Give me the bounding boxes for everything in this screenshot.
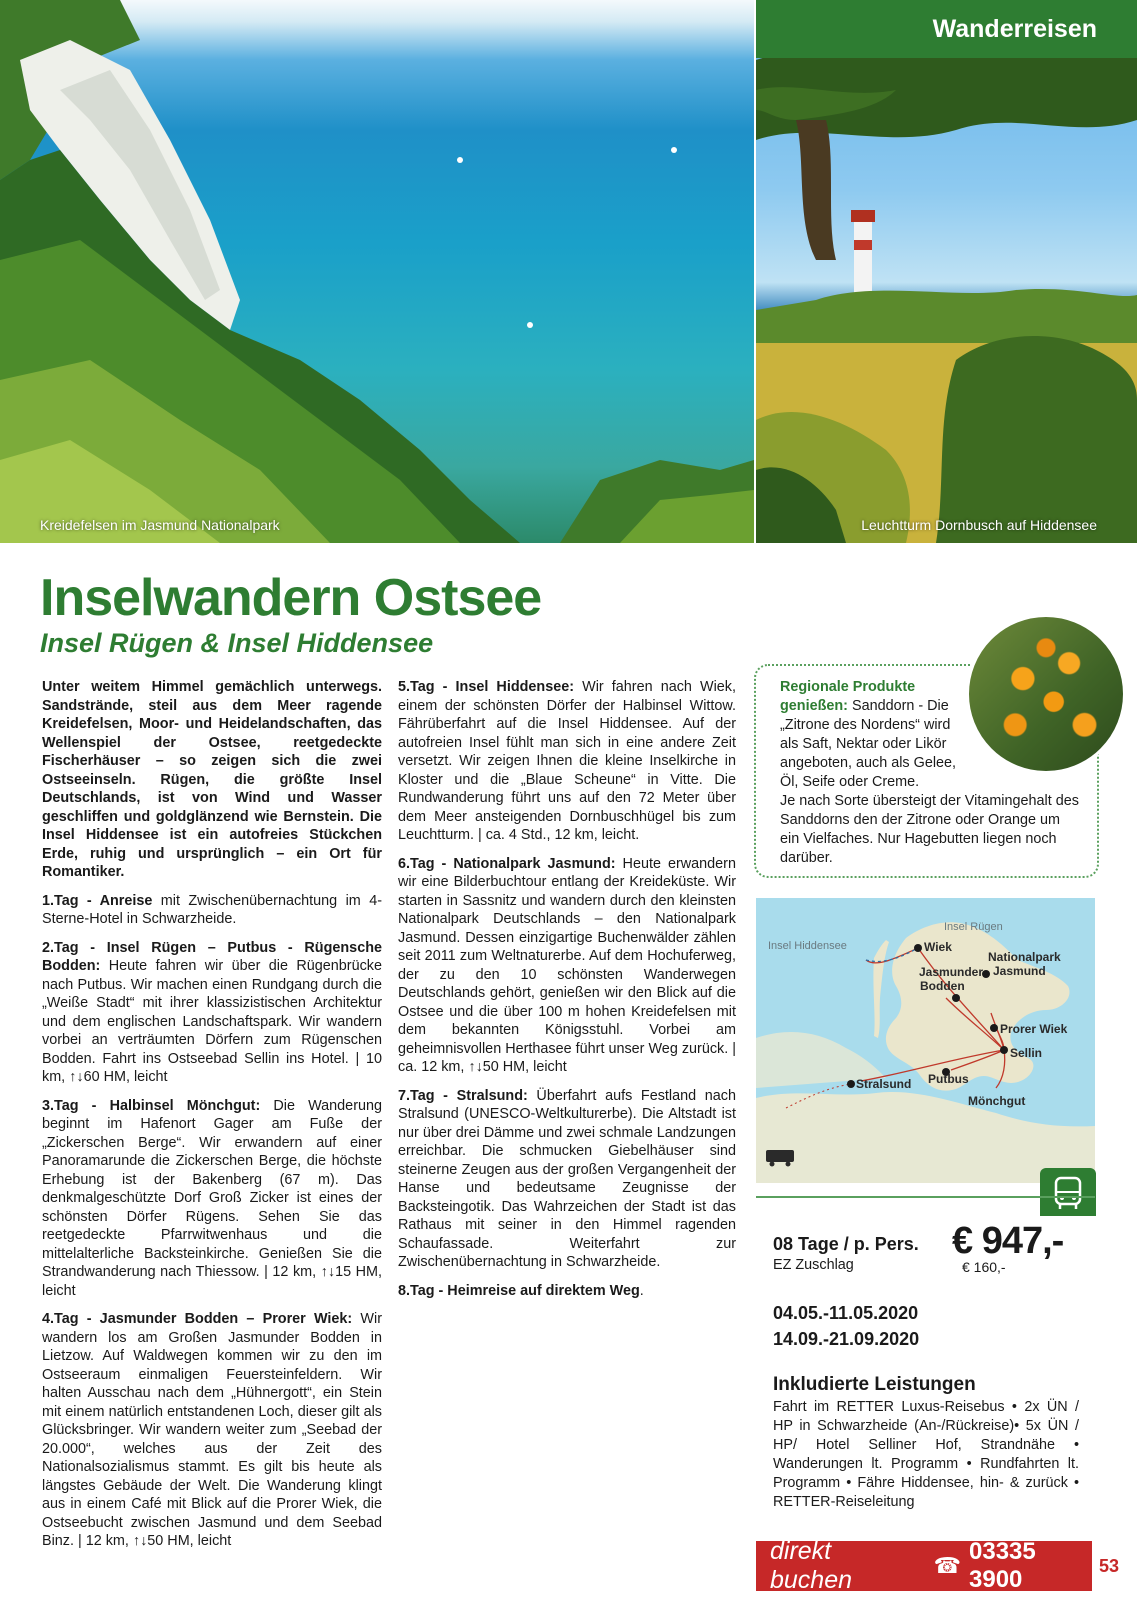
booking-bar[interactable] (756, 1537, 1092, 1594)
day-text: Heute fahren wir über die Rügenbrücke nach Putbus. Wir machen einen Rundgang durch die „Weiße Stadt“ mit ihrer klassizistischen Architektur und dem englischen Landschaftspark. Wir wandern vorbei an verträumten Dörfern zum Rügenschen Bodden. Fahrt ins Ostseebad Sellin ins Hotel. | 10 km, ↑↓60 HM, leicht (42, 958, 382, 1085)
map-label-jasmund: Jasmund (993, 964, 1046, 978)
page-title: Inselwandern Ostsee (40, 569, 542, 627)
category-label: Wanderreisen (932, 14, 1097, 43)
day-heading: 2.Tag - Insel Rügen – Putbus - Rügensche Bodden: (42, 939, 382, 974)
day-text: Die Wanderung beginnt im Hafenort Gager am Fuße der „Zickerschen Berge“. Wir erwandern auf einer Panoramarunde die Zickerschen Berge, die höchste Erhebung ist der Bakenberg (67 m). Das denkmalgeschützte Dorf Groß Zicker ist eines der schönsten Dörfer Rügens. Sehen Sie das reetgedeckte Pfarrwitwenhaus und die mittelalterliche Backsteinkirche. Genießen Sie die Strandwanderung nach Thiessow. | 12 km, ↑↓15 HM, leicht (42, 1097, 382, 1299)
regional-text-1: Sanddorn - Die „Zitrone des Nordens“ wird als Saft, Nektar oder Likör angeboten, auch als Gelee, Öl, Seife oder Creme. (780, 698, 957, 790)
included-heading: Inkludierte Leistungen (773, 1374, 976, 1395)
intro-paragraph: Unter weitem Himmel gemächlich unterwegs. Sandstrände, steil aus dem Meer ragende Kreidefelsen, Moor- und Heidelandschaften, das Wellenspiel der Ostsee, reetgedeckte Fischerhäuser – so zeigen sich die zwei Ostseeinseln. Rügen, die größte Insel Deutschlands, ist von Wind und Wasser geschliffen und goldglänzend wie Bernstein. Die Insel Hiddensee ist ein autofreies Stückchen Erde, ruhig und ursprünglich – ein Ort für Romantiker. (42, 679, 382, 880)
category-tag (756, 0, 1137, 58)
included-text: Fahrt im RETTER Luxus-Reisebus • 2x ÜN / HP in Schwarzheide (An-/Rückreise)• 5x ÜN / HP/ Hotel Selliner Hof, Strandnähe • Wanderungen lt. Programm • Rundfahrten lt. Programm • Fähre Hiddensee, hin- & zurück • RETTER-Reiseleitung (773, 1399, 1079, 1510)
travel-dates (773, 1300, 919, 1352)
price-amount: € 947,- (952, 1220, 1064, 1262)
map-label-putbus: Putbus (928, 1072, 969, 1086)
day-heading: 5.Tag - Insel Hiddensee: (398, 679, 574, 695)
day-heading: 1.Tag - Anreise (42, 892, 153, 909)
day-3 (42, 1097, 382, 1301)
photo-caption-left: Kreidefelsen im Jasmund Nationalpark (40, 517, 280, 533)
page-number: 53 (1099, 1556, 1120, 1576)
travel-date: 04.05.-11.05.2020 (773, 1303, 919, 1323)
day-text: Wir fahren nach Wiek, einem der schönsten Dörfer der Halbinsel Wittow. Fährüberfahrt auf die Insel Hiddensee. Auf der autofreien Insel fühlt man sich in eine andere Zeit versetzt. Wir zeigen Ihnen die kleine Inselkirche in Kloster und die „Blaue Scheune“ in Vitte. Die Rundwanderung führt uns auf den 72 Meter über dem Meer ansteigenden Dornbuschhügel bis zum Leuchtturm. | ca. 4 Std., 12 km, leicht. (398, 679, 736, 843)
map-label-moenchgut: Mönchgut (968, 1094, 1026, 1108)
phone-number[interactable]: 03335 3900 (969, 1538, 1036, 1593)
trip-duration: 08 Tage / p. Pers. (773, 1234, 919, 1254)
map-label-sellin: Sellin (1010, 1046, 1043, 1060)
map-label-nationalpark: Nationalpark (988, 950, 1061, 964)
page-subtitle: Insel Rügen & Insel Hiddensee (40, 628, 434, 658)
photo-kreidefelsen-scene (0, 0, 754, 543)
day-2 (42, 939, 382, 1087)
day-heading: 8.Tag - Heimreise auf direktem Weg (398, 1282, 640, 1299)
regional-highlight: Regionale Produkte genießen: (780, 679, 916, 714)
day-text: Überfahrt aufs Festland nach Stralsund (UNESCO-Weltkulturerbe). Die Altstadt ist nur über drei Dämme und zwei schmale Landzungen erreichbar. Die schmucken Giebelhäuser sind steinerne Zeugen aus der großen Vergangenheit der Hanse und bedeutsame Zeugnisse der Backsteingotik. Das Wahrzeichen der Stadt ist das Rathaus mit seiner in den Himmel ragenden Schaufassade. Weiterfahrt zur Zwischenübernachtung in Schwarzheide. (398, 1087, 736, 1270)
map-label-wiek: Wiek (924, 940, 952, 954)
photo-kreidefelsen (0, 0, 754, 543)
map-label-jasmunder: Jasmunder (919, 965, 984, 979)
photo-caption-right: Leuchtturm Dornbusch auf Hiddensee (861, 517, 1097, 533)
text-column-2 (398, 678, 736, 1310)
route-map (756, 898, 1095, 1183)
day-8 (398, 1282, 736, 1301)
photo-leuchtturm (756, 0, 1137, 543)
day-1 (42, 892, 382, 929)
text-column-1 (42, 678, 382, 1561)
phone-icon: ☎ (933, 1553, 962, 1578)
day-5 (398, 678, 736, 845)
regional-text-2: Je nach Sorte übersteigt der Vitamingehalt des Sanddorns den der Zitrone oder Orange um ein Vielfaches. Nur Hagebutten liegen noch darüber. (780, 793, 1079, 866)
book-label: direkt buchen (770, 1537, 853, 1594)
day-heading: 7.Tag - Stralsund: (398, 1087, 528, 1104)
photo-leuchtturm-scene (756, 0, 1137, 543)
day-heading: 4.Tag - Jasmunder Bodden – Prorer Wiek: (42, 1311, 353, 1327)
day-6 (398, 855, 736, 1077)
day-text: mit Zwischenübernachtung im 4-Sterne-Hotel in Schwarzheide. (42, 892, 382, 927)
ez-label: EZ Zuschlag (773, 1257, 854, 1273)
day-text: Heute erwandern wir eine Bilderbuchtour entlang der Kreideküste. Wir starten in Sassnitz und wandern durch den kleinsten Nationalpark Deutschlands – den Nationalpark Jasmund. Dessen einzigartige Buchenwälder zählen seit 2011 zum Weltnaturerbe. Auf dem Hochuferweg, der zu den 10 schönsten Wanderwegen Deutschlands gehört, genießen wir den Blick auf die Ostsee und die über 100 m hohen Kreidefelsen mit dem bekannten Königsstuhl. Vorbei am geheimnisvollen Herthasee führt unser Weg zurück. | ca. 12 km, ↑↓50 HM, leicht (398, 855, 736, 1075)
map-label-bodden: Bodden (920, 979, 965, 993)
map-label-insel-ruegen: Insel Rügen (944, 921, 1003, 933)
map-label-stralsund: Stralsund (856, 1077, 912, 1091)
day-7 (398, 1087, 736, 1272)
day-heading: 6.Tag - Nationalpark Jasmund: (398, 855, 616, 872)
day-text: . (639, 1282, 644, 1299)
day-text: Wir wandern los am Großen Jasmunder Bodden in Lietzow. Auf Waldwegen kommen wir zu den im Ostseeraum einmaligen Feuersteinfeldern. Wir halten Ausschau nach dem „Hühnergott“, ein Stein mit einem natürlich entstandenen Loch, dieser gilt als Glücksbringer. Wir wandern weiter zum „Seebad der 20.000“, welches aus der Zeit des Nationalsozialismus stammt. Es gilt bis heute als längstes Gebäude der Welt. Die Wanderung klingt aus in einem Café mit Blick auf die Prorer Wiek, die Ostseebucht zwischen Jasmund und dem Seebad Binz. | 12 km, ↑↓50 HM, leicht (42, 1311, 382, 1549)
travel-date: 14.09.-21.09.2020 (773, 1329, 920, 1349)
sanddorn-photo (966, 614, 1126, 774)
day-heading: 3.Tag - Halbinsel Mönchgut: (42, 1097, 261, 1114)
ez-amount: € 160,- (962, 1259, 1006, 1275)
map-label-insel-hiddensee: Insel Hiddensee (768, 940, 847, 952)
day-4-start (42, 1310, 382, 1551)
regional-intro (780, 678, 970, 792)
map-label-prorer-wiek: Prorer Wiek (1000, 1022, 1068, 1036)
